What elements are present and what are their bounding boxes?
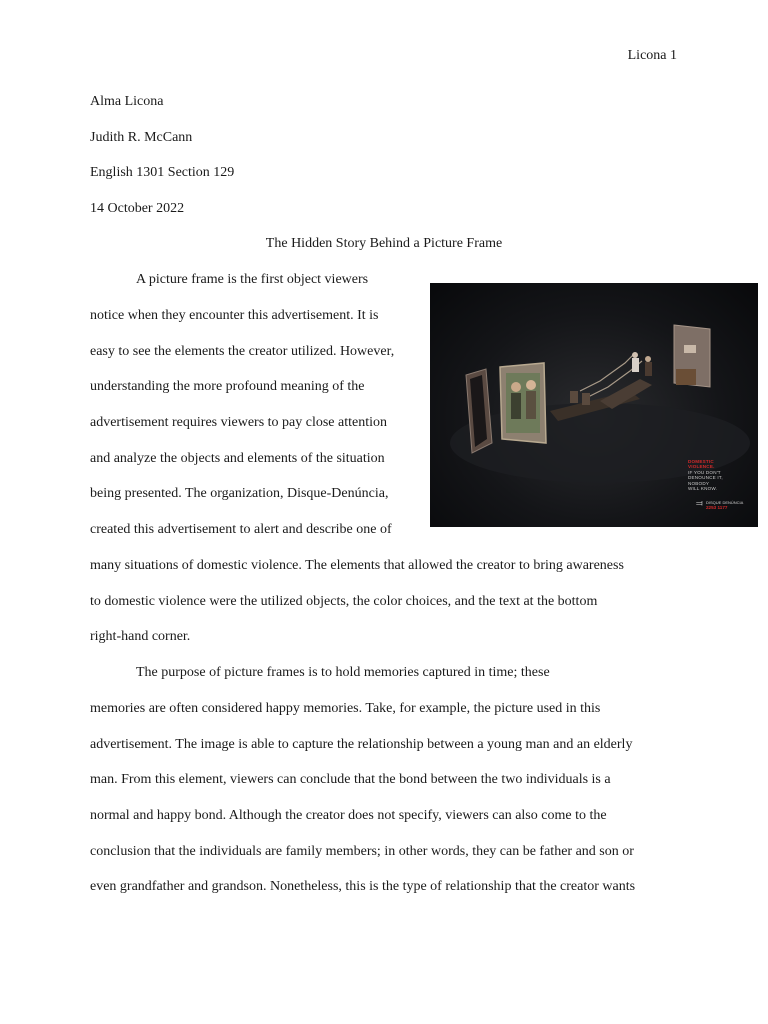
ad-logo-number: 2253 1177: [706, 505, 728, 510]
paragraph-line: being presented. The organization, Disque-Denúncia,: [90, 486, 389, 501]
paragraph-line: notice when they encounter this advertisement. It is: [90, 308, 379, 323]
paragraph-line: right-hand corner.: [90, 629, 191, 644]
ad-body-line: IF YOU DON'T: [688, 469, 721, 475]
paragraph-line: The purpose of picture frames is to hold memories captured in time; these: [136, 665, 550, 680]
paragraph-line: even grandfather and grandson. Nonetheless, this is the type of relationship that the creator wants: [90, 879, 636, 894]
essay-date: 14 October 2022: [90, 201, 185, 216]
page-header-label: Licona 1: [627, 48, 677, 63]
essay-title: The Hidden Story Behind a Picture Frame: [265, 236, 503, 251]
paragraph-line: man. From this element, viewers can conclude that the bond between the two individuals is a: [90, 772, 611, 787]
disque-denuncia-logo-icon: ⫤: [696, 498, 703, 508]
paragraph-line: advertisement. The image is able to capture the relationship between a young man and an elderly: [90, 737, 633, 752]
paragraph-line: memories are often considered happy memories. Take, for example, the picture used in this: [90, 701, 601, 716]
student-name: Alma Licona: [90, 94, 164, 109]
ad-headline-line: DOMESTIC: [688, 459, 714, 464]
paragraph-line: and analyze the objects and elements of the situation: [90, 451, 385, 466]
paragraph-line: conclusion that the individuals are family members; in other words, they can be father and son or: [90, 844, 634, 859]
ad-body-line: DENOUNCE IT,: [688, 475, 723, 481]
instructor-name: Judith R. McCann: [90, 130, 193, 145]
paragraph-line: many situations of domestic violence. The elements that allowed the creator to bring awareness: [90, 558, 624, 573]
advertisement-image: [430, 283, 758, 527]
ad-headline-line: VIOLENCE.: [688, 464, 715, 470]
disque-denuncia-logo: [706, 500, 743, 510]
paragraph-line: to domestic violence were the utilized objects, the color choices, and the text at the bottom: [90, 594, 598, 609]
paragraph-line: understanding the more profound meaning of the: [90, 379, 365, 394]
paragraph-line: A picture frame is the first object viewers: [136, 272, 369, 287]
paragraph-line: normal and happy bond. Although the creator does not specify, viewers can also come to the: [90, 808, 607, 823]
paragraph-line: created this advertisement to alert and describe one of: [90, 522, 392, 537]
advertisement-caption: [688, 459, 723, 491]
ad-body-line: NOBODY: [688, 480, 710, 486]
ad-body-line: WILL KNOW.: [688, 486, 718, 492]
ad-logo-name: DISQUE DENÚNCIA: [706, 500, 744, 505]
paragraph-line: easy to see the elements the creator utilized. However,: [90, 344, 395, 359]
course-name: English 1301 Section 129: [90, 165, 235, 180]
paragraph-line: advertisement requires viewers to pay close attention: [90, 415, 388, 430]
